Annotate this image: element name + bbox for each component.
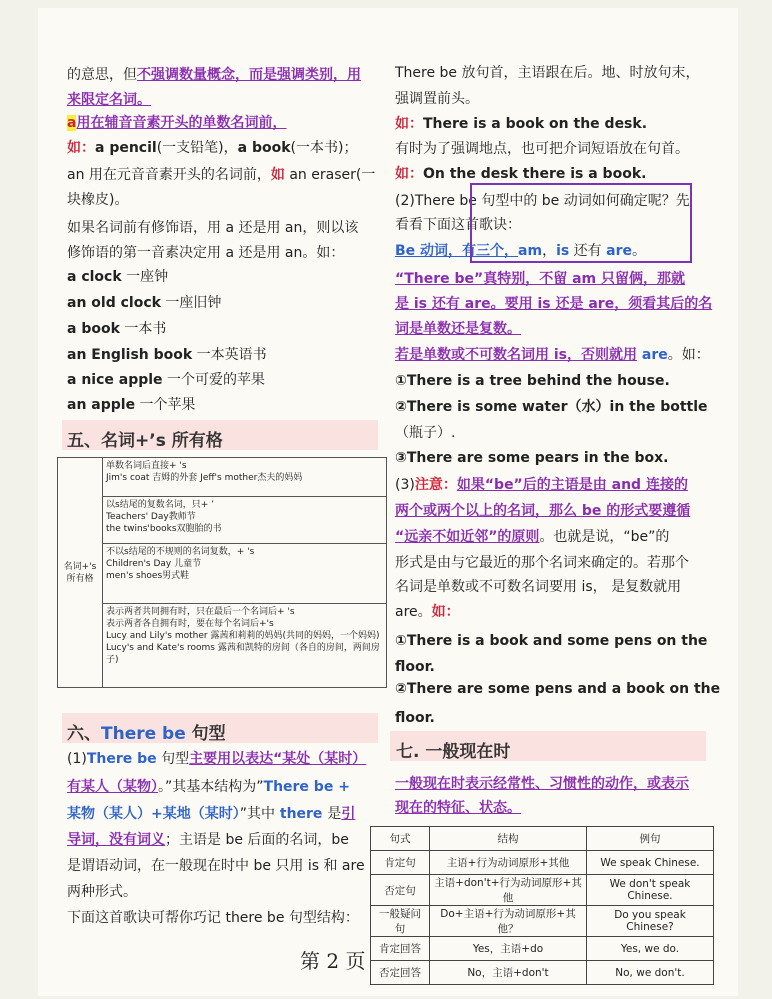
text-line: 强调置前头。 — [395, 91, 479, 107]
text-line: ②There is some water（水）in the bottle — [395, 399, 708, 415]
page-number: 第 2 页 — [300, 949, 366, 973]
table-cell: 一般疑问句 — [371, 906, 430, 937]
text-line: (3)注意：如果“be”后的主语是由 and 连接的 — [395, 477, 688, 493]
example-line: an old clock 一座旧钟 — [67, 295, 222, 311]
text-line: 如：On the desk there is a book. — [395, 166, 647, 182]
text-line: floor. — [395, 659, 435, 675]
text-line: 现在的特征、状态。 — [395, 800, 521, 816]
table-cell: We speak Chinese. — [587, 851, 714, 875]
table-row: 表示两者共同拥有时，只在最后一个名词后+ 's 表示两者各自拥有时，要在每个名词后+'s Lucy and Lily's mother 露茜和莉莉的妈妈(共同的妈妈，一个妈妈) Lucy's and Kate's rooms 露茜和凯特的房间（各自的房间，两间房子) — [103, 604, 387, 688]
example-line: a nice apple 一个可爱的苹果 — [67, 372, 265, 388]
text-line: 有时为了强调地点，也可把介词短语放在句首。 — [395, 141, 689, 157]
text-line: ①There is a book and some pens on the — [395, 633, 708, 649]
section-7-title: 七. 一般现在时 — [396, 742, 511, 762]
text-line: “There be”真特别，不留 am 只留俩，那就 — [395, 271, 685, 287]
table-cell: Yes, we do. — [587, 937, 714, 961]
table-row — [371, 875, 714, 906]
text-line: 若是单数或不可数名词用 is，否则就用 are。如： — [395, 347, 710, 363]
table-row — [371, 961, 714, 985]
table-header-row — [371, 827, 714, 851]
example-line: an English book 一本英语书 — [67, 347, 267, 363]
text-line: 一般现在时表示经常性、习惯性的动作，或表示 — [395, 776, 689, 792]
table-header-cell: 结构 — [430, 827, 587, 851]
present-tense-table — [370, 826, 714, 985]
text-line: 名词是单数或不可数名词要用 is， 是复数就用 — [395, 579, 682, 595]
table-header-cell: 句式 — [371, 827, 430, 851]
text-line: 的意思，但不强调数量概念，而是强调类别，用 — [67, 67, 361, 83]
text-line: 某物（某人）+某地（某时）”其中 there 是引 — [67, 806, 356, 822]
highlight-box — [470, 183, 692, 263]
text-line: (1)There be 句型主要用以表达“某处（某时） — [67, 751, 367, 767]
table-cell: No, we don't. — [587, 961, 714, 985]
table-cell: Do+主语+行为动词原形+其他？ — [430, 906, 587, 937]
table-row: 不以s结尾的不规则的名词复数，+ 's Children's Day 儿童节 men's shoes男式鞋 — [103, 544, 387, 604]
table-cell: 否定句 — [371, 875, 430, 906]
text-line: (2)There be 句型中的 be 动词如何确定呢？先 — [395, 193, 690, 209]
text-line: 看看下面这首歌诀： — [395, 217, 521, 233]
table-cell: Yes，主语+do — [430, 937, 587, 961]
table-row: 单数名词后直接+ 's Jim's coat 吉姆的外套 Jeff's mother杰夫的妈妈 — [103, 458, 387, 497]
section-6-title: 六、There be 句型 — [67, 724, 226, 744]
table-row: 以s结尾的复数名词，只+ ’ Teachers' Day教师节 the twins'books双胞胎的书 — [103, 497, 387, 544]
text-line: 块橡皮)。 — [67, 192, 129, 208]
example-line: a clock 一座钟 — [67, 269, 169, 285]
text-line: 下面这首歌诀可帮你巧记 there be 句型结构： — [67, 910, 359, 926]
text-line: ③There are some pears in the box. — [395, 450, 669, 466]
example-line: a book 一本书 — [67, 321, 167, 337]
table-cell: We don't speak Chinese. — [587, 875, 714, 906]
table-row — [371, 937, 714, 961]
text-line: There be 放句首，主语跟在后。地、时放句末， — [395, 65, 700, 81]
table-cell: 否定回答 — [371, 961, 430, 985]
text-line: an 用在元音音素开头的名词前，如 an eraser(一 — [67, 167, 376, 183]
text-line: floor. — [395, 710, 435, 726]
table-row — [371, 906, 714, 937]
table-cell: 主语+行为动词原形+其他 — [430, 851, 587, 875]
text-line: 两个或两个以上的名词，那么 be 的形式要遵循 — [395, 503, 691, 519]
table-cell: 肯定回答 — [371, 937, 430, 961]
text-line: ①There is a tree behind the house. — [395, 373, 670, 389]
text-line: Be 动词，有三个，am，is 还有 are。 — [395, 243, 646, 259]
example-line: an apple 一个苹果 — [67, 397, 196, 413]
text-line: are。如： — [395, 604, 460, 620]
table-cell: Do you speak Chinese? — [587, 906, 714, 937]
table-label: 名词+'s 所有格 — [58, 458, 103, 688]
possessive-table — [57, 457, 387, 688]
text-line: 修饰语的第一音素决定用 a 还是用 an。如： — [67, 245, 345, 261]
text-line: 来限定名词。 — [67, 92, 151, 108]
text-line: 有某人（某物）。”其基本结构为”There be + — [67, 779, 350, 795]
text-line: 如：a pencil(一支铅笔)，a book(一本书)； — [67, 140, 358, 156]
table-cell: 主语+don't+行为动词原形+其他 — [430, 875, 587, 906]
text-line: 形式是由与它最近的那个名词来确定的。若那个 — [395, 555, 689, 571]
text-line: 词是单数还是复数。 — [395, 321, 521, 337]
table-cell: 肯定句 — [371, 851, 430, 875]
text-line: “远亲不如近邻”的原则。也就是说，“be”的 — [395, 529, 670, 545]
text-line: 两种形式。 — [67, 884, 137, 900]
section-5-title: 五、名词+’s 所有格 — [67, 431, 223, 451]
table-row — [371, 851, 714, 875]
text-line: 导词，没有词义；主语是 be 后面的名词，be — [67, 832, 349, 848]
table-header-cell: 例句 — [587, 827, 714, 851]
text-line: ②There are some pens and a book on the — [395, 681, 721, 697]
text-line: （瓶子）. — [395, 425, 456, 441]
table-cell: No，主语+don't — [430, 961, 587, 985]
text-line: 如果名词前有修饰语，用 a 还是用 an，则以该 — [67, 220, 359, 236]
text-line: 是 is 还有 are。要用 is 还是 are，须看其后的名 — [395, 296, 713, 312]
text-line: 是谓语动词，在一般现在时中 be 只用 is 和 are — [67, 858, 365, 874]
text-line: 如：There is a book on the desk. — [395, 116, 648, 132]
text-line: a用在辅音音素开头的单数名词前， — [67, 115, 287, 131]
